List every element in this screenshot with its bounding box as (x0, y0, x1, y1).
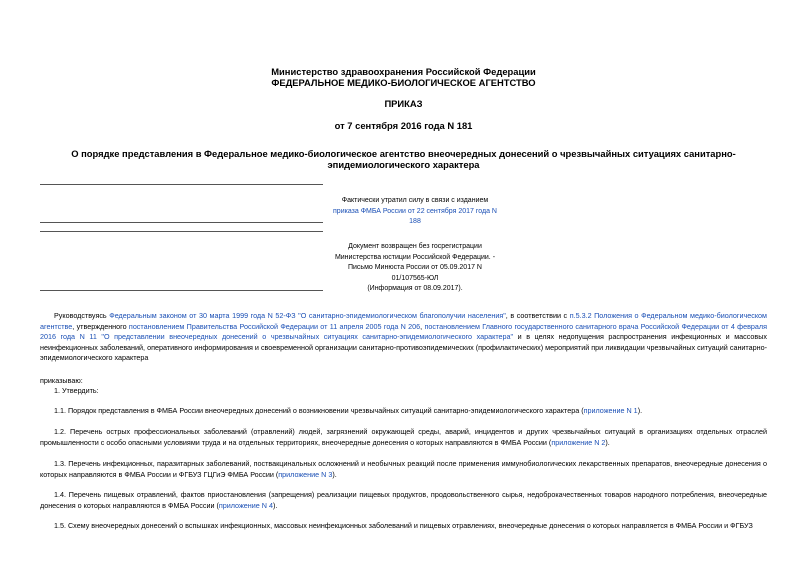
item-text: ). (272, 500, 278, 510)
divider-line (40, 231, 323, 232)
divider-line (40, 222, 323, 223)
item-text: 1.2. Перечень острых профессиональных заболеваний (отравлений) людей, загрязнений окружающей среды, аварий, инцидентов и других чрезвычайных ситуаций в организациях отдельных отраслей промышленности с особо опасными условиями труда и на отдельных территориях, внеочередные донесения о которых направляются в ФМБА России ( (40, 427, 767, 447)
item-text: 1.1. Порядок представления в ФМБА России внеочередных донесений о возникновении чрезвычайных ситуаций санитарно-эпидемиологического характера ( (54, 406, 584, 415)
item-1: 1. Утвердить: (54, 386, 99, 395)
preamble-text: , в соответствии с (505, 311, 570, 320)
repeal-order-link[interactable]: приказа ФМБА России от 22 сентября 2017 года N 188 (333, 207, 497, 225)
preamble-text: Руководствуясь (54, 311, 110, 320)
status-note (330, 196, 500, 228)
item-text: ). (332, 469, 337, 479)
item-text: 1.5. Схему внеочередных донесений о вспышках инфекционных, массовых неинфекционных заболеваний и пищевых отравлениях, внеочередные донесения о которых направляется в ФМБА России и ФГБУЗ (54, 521, 753, 530)
regulation-link[interactable]: п.5.3.2 Положения о Федеральном медико-биологическом агентстве (40, 311, 767, 331)
preamble-text: , утвержденного (72, 321, 129, 331)
item-text: ). (637, 406, 643, 415)
appendix-2-link[interactable]: приложение N 2 (551, 437, 606, 447)
sanitary-doctor-decree-link[interactable]: постановлением Главного государственного санитарного врача Российской Федерации от 4 февраля 2016 года N 11 "О представлении внеочередных донесений о чрезвычайных ситуациях санитарно-эпидемиологического характера" (40, 321, 767, 342)
ministry-name: Министерство здравоохранения Российской Федерации (271, 66, 536, 77)
appendix-4-link[interactable]: приложение N 4 (218, 500, 273, 510)
return-note (330, 242, 500, 295)
return-note-line: Документ возвращен без госрегистрации (348, 243, 482, 250)
item-1-3 (40, 459, 767, 480)
document-type: ПРИКАЗ (384, 98, 423, 109)
item-1-5 (40, 521, 767, 532)
item-1-4 (40, 490, 767, 511)
order-word: приказываю: (40, 376, 83, 385)
agency-name: ФЕДЕРАЛЬНОЕ МЕДИКО-БИОЛОГИЧЕСКОЕ АГЕНТСТВО (271, 77, 536, 88)
item-1-2 (40, 427, 767, 448)
item-1-1 (40, 406, 767, 417)
divider-line (40, 184, 323, 185)
return-note-line: Письмо Минюста России от 05.09.2017 N 01/107565-ЮЛ (347, 264, 482, 282)
item-text: 1.3. Перечень инфекционных, паразитарных заболеваний, поствакцинальных осложнений и необычных реакций после применения иммунобиологических лекарственных препаратов, внеочередные донесения о которых направляются в ФМБА России и ФГБУЗ ГЦГиЭ ФМБА России ( (40, 459, 767, 479)
appendix-3-link[interactable]: приложение N 3 (278, 469, 333, 479)
government-decree-link[interactable]: постановлением Правительства Российской Федерации от 11 апреля 2005 года N 206 (128, 321, 421, 331)
preamble-text: , (420, 321, 425, 331)
document-title: О порядке представления в Федеральное медико-биологическое агентство внеочередных донесений о чрезвычайных ситуациях санитарно-эпидемиологического характера (71, 148, 736, 170)
status-note-text: Фактически утратил силу в связи с изданием (341, 197, 489, 204)
item-text: ). (605, 437, 610, 447)
return-note-line: (Информация от 08.09.2017). (367, 285, 463, 292)
divider-line (40, 290, 323, 291)
preamble-text: и в целях недопущения распространения инфекционных и массовых неинфекционных заболеваний, оперативного информирования и своевременной организации санитарно-противоэпидемических (профилактических) мероприятий при ликвидации чрезвычайных ситуаций санитарно-эпидемиологического характера (40, 332, 767, 363)
return-note-line: Министерства юстиции Российской Федерации. - (334, 253, 496, 261)
item-text: 1.4. Перечень пищевых отравлений, фактов приостановления (запрещения) реализации пищевых продуктов, продовольственного сырья, недоброкачественных товаров народного потребления, внеочередные донесения о которых направляются в ФМБА России ( (40, 490, 767, 510)
appendix-1-link[interactable]: приложение N 1 (583, 406, 638, 415)
document-date-number: от 7 сентября 2016 года N 181 (334, 120, 473, 131)
preamble-paragraph (40, 311, 767, 364)
federal-law-link[interactable]: Федеральным законом от 30 марта 1999 года N 52-ФЗ "О санитарно-эпидемиологическом благополучии населения" (109, 311, 506, 320)
